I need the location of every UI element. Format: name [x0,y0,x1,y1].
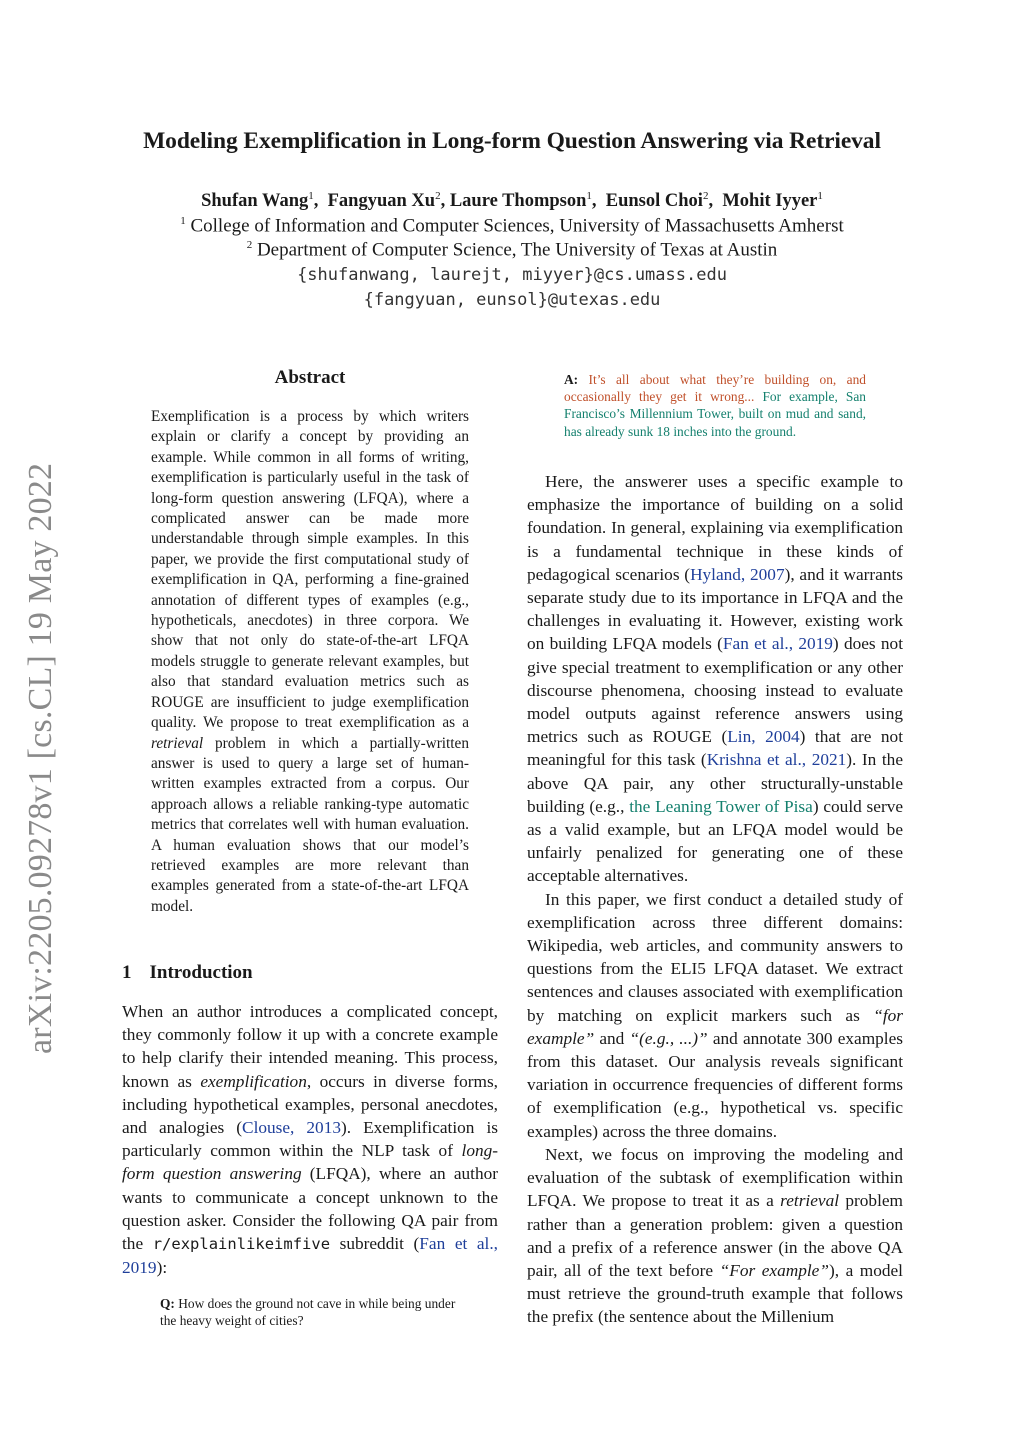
emphasis: retrieval [780,1191,840,1211]
body-text: and [594,1028,630,1048]
section-title: Introduction [149,962,253,983]
intro-text: ). Exemplification is particularly common within the NLP task of [122,1118,498,1161]
subreddit-name: r/explainlikeimfive [152,1235,331,1254]
arxiv-stamp: arXiv:2205.09278v1 [cs.CL] 19 May 2022 [22,462,59,1054]
intro-text: When an author introduces a complicated concept, they commonly follow it up with a concrete example to help clarify their intended meaning. This process, known as [122,1002,498,1091]
author-affil-sup: 1 [308,190,314,202]
paragraph [527,888,903,1143]
citation-link[interactable]: Hyland, 2007 [690,564,785,584]
body-text: Here, the answerer uses a specific example to emphasize the importance of building on a solid foundation. In general, explaining via exemplification is a fundamental technique in these kinds of pedagogical scenarios ( [527,472,903,584]
emphasis: “For example” [719,1260,829,1280]
author-name: Fangyuan Xu [327,191,436,212]
body-text: Next, we focus on improving the modeling and evaluation of the subtask of exemplification within LFQA. We propose to treat it as a [527,1144,903,1211]
affil-sup: 2 [246,239,253,251]
question-block [160,1296,470,1329]
affil-text: College of Information and Computer Sciences, University of Massachusetts Amherst [190,215,844,237]
body-text: problem rather than a generation problem: given a question and a prefix of a reference answer (in the above QA pair, all of the text before [527,1191,903,1280]
question-label: Q: [160,1296,175,1311]
email-line-2: {fangyuan, eunsol}@utexas.edu [363,290,661,310]
author-list: Shufan Wang$^1$, Fangyuan Xu$^2$, Laure Thompson$^1$, Eunsol Choi$^2$, Mohit Iyyer$^1$ [201,190,823,212]
question-text: How does the ground not cave in while being under the heavy weight of cities? [160,1296,456,1328]
body-text: ), and it warrants separate study due to its importance in LFQA and the challenges in evaluating it. However, existing work on building LFQA models ( [527,564,904,654]
abstract-text: problem in which a partially-written answer is used to query a large set of human-written examples extracted from a corpus. Our approach allows a reliable ranking-type automatic metrics that correlates well with human evaluation. A human evaluation shows that our model’s retrieved examples are more relevant than examples generated from a state-of-the-art LFQA model. [151,734,469,915]
affiliation-1 [0,215,1024,237]
body-text: ). In the above QA pair, any other structurally-unstable building (e.g., [527,750,903,816]
author-affil-sup: 1 [586,190,592,202]
body-text: ) that are not meaningful for this task ( [527,727,904,770]
intro-emphasis: long-form question answering [122,1141,498,1184]
intro-text: (LFQA), where an author wants to communicate a concept unknown to the question asker. Consider the following QA pair from the [122,1164,499,1254]
author-name: Eunsol Choi [605,191,703,212]
author-affil-sup: 2 [435,190,441,202]
citation-link[interactable]: Fan et al., 2019 [722,634,833,654]
body-text: and annotate 300 examples from this dataset. Our analysis reveals significant variation in occurrence frequencies of different forms of exemplification (e.g., hypothetical vs. specific examples) across the three domains. [527,1028,904,1141]
answer-example-text: For example, San Francisco’s Millennium Tower, built on mud and sand, has already sunk 18 inches into the ground. [564,389,866,439]
affil-text: Department of Computer Science, The University of Texas at Austin [256,239,778,261]
author-name: Mohit Iyyer [722,191,818,212]
citation-link[interactable]: Lin, 2004 [727,727,800,747]
intro-text: subreddit ( [330,1234,420,1254]
emphasis: “(e.g., ...)” [629,1028,708,1048]
right-column-text [527,470,903,1329]
affil-sup: 1 [180,215,186,227]
paragraph [527,1143,903,1329]
intro-emphasis: exemplification [200,1071,307,1091]
abstract-emphasis: retrieval [151,734,204,752]
body-text: ) could serve as a valid example, but an LFQA model would be unfairly penalized for generating one of these acceptable alternatives. [527,796,904,886]
answer-label: A: [564,372,579,387]
answer-context-text: It’s all about what they’re building on, and occasionally they get it wrong... [564,372,866,405]
emphasis: “for example” [527,1005,903,1048]
abstract-heading: Abstract [274,367,346,388]
citation-link[interactable]: Clouse, 2013 [242,1118,341,1138]
abstract-text: Exemplification is a process by which writers explain or clarify a concept by providing an example. While common in all forms of writing, exemplification is particularly useful in the task of long-form question answering (LFQA), where a complicated answer can be made more understandable through simple examples. In this paper, we provide the first computational study of exemplification in QA, performing a fine-grained annotation of different types of examples (e.g., hypotheticals, anecdotes) in three corpora. We show that not only do state-of-the-art LFQA models struggle to generate relevant examples, but also that standard evaluation metrics such as ROUGE are insufficient to judge exemplification quality. We propose to treat exemplification as a [151,408,469,732]
body-text: ) does not give special treatment to exemplification or any other discourse phenomena, choosing instead to evaluate model outputs against reference answers using metrics such as ROUGE ( [527,634,903,747]
example-highlight: the Leaning Tower of Pisa [629,796,813,816]
author-name: Shufan Wang [201,191,309,212]
author-affil-sup: 1 [817,190,823,202]
email-line-1: {shufanwang, laurejt, miyyer}@cs.umass.edu [297,265,727,285]
section-heading [122,962,253,984]
body-text: ), a model must retrieve the ground-truth example that follows the prefix (the sentence about the Millenium [527,1260,903,1327]
section-number: 1 [122,962,132,983]
intro-paragraph [122,1000,498,1279]
author-name: Laure Thompson [449,191,587,212]
intro-text: , occurs in diverse forms, including hypothetical examples, personal anecdotes, and analogies ( [122,1071,498,1138]
answer-block [564,371,866,440]
paper-title: Modeling Exemplification in Long-form Question Answering via Retrieval [143,128,881,154]
author-affil-sup: 2 [702,190,709,202]
citation-link[interactable]: Krishna et al., 2021 [706,750,847,770]
paragraph [527,470,903,888]
abstract-body [151,407,469,917]
body-text: In this paper, we first conduct a detailed study of exemplification across three different domains: Wikipedia, web articles, and community answers to questions from the ELI5 LFQA dataset. We extract sentences and clauses associated with exemplification by matching on explicit markers such as [527,889,903,1025]
intro-text: ): [156,1258,168,1278]
affiliation-2 [0,239,1024,261]
citation-link[interactable]: Fan et al., 2019 [122,1234,498,1278]
